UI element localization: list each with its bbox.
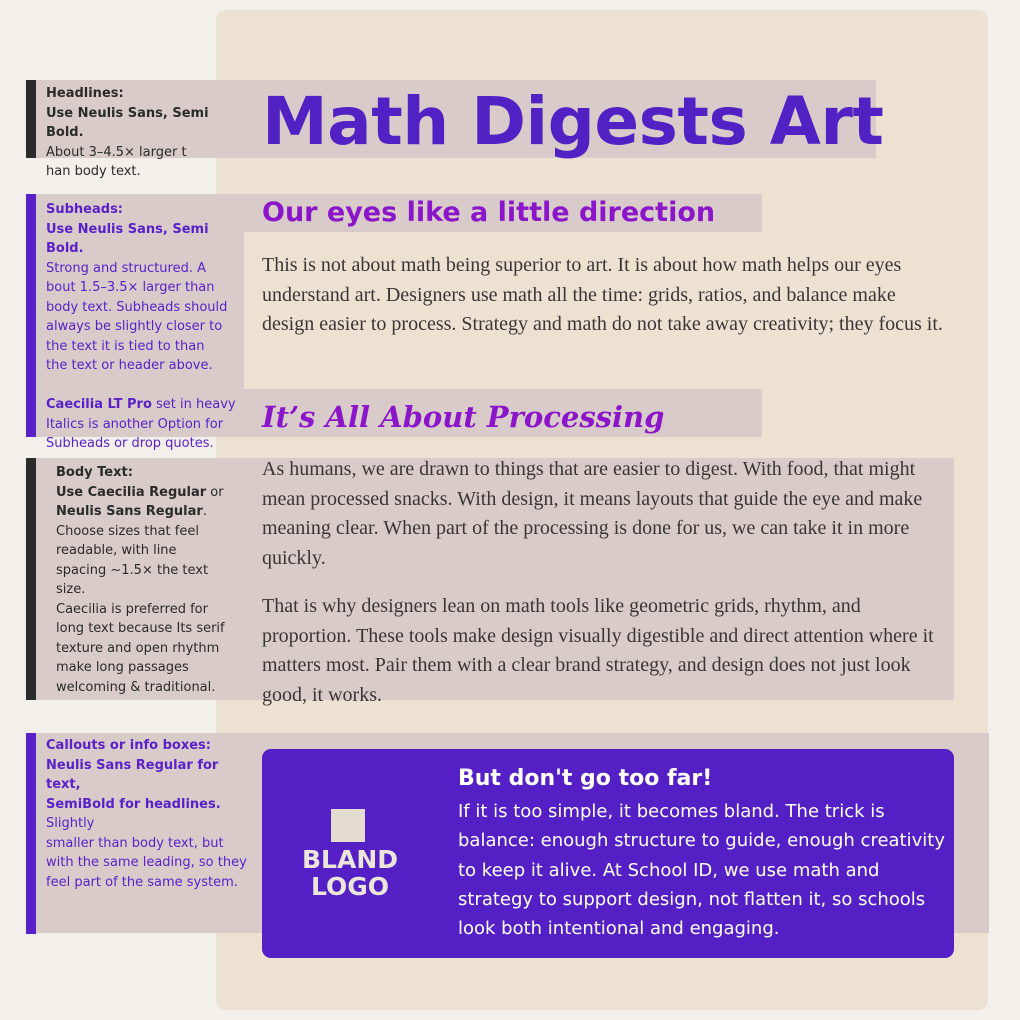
- callout-text: If it is too simple, it becomes bland. The trick is balance: enough structure to guide, enough creativity to keep it alive. At School ID, we use math and strategy to support design, not flatten it, so schools look both intentional and engaging.: [458, 801, 945, 940]
- note-label: Headlines:: [46, 86, 124, 101]
- note-period: .: [202, 504, 207, 519]
- note-alt-text: set in heavy Italics is another Option for Subheads or drop quotes.: [46, 397, 236, 451]
- note-strong-font: Neulis Sans Regular: [56, 504, 203, 519]
- logo-line-1: BLAND: [301, 845, 398, 874]
- subhead-style-note: [46, 200, 241, 454]
- paragraph-processing: As humans, we are drawn to things that are easier to digest. With food, that might mean processed snacks. With design, it means layouts that guide the eye and make meaning clear. When part of the processing is done for us, we can take it in more quickly.: [262, 458, 923, 569]
- note-alt-strong: Caecilia LT Pro: [46, 397, 152, 412]
- callout-guide-bar: [26, 733, 36, 934]
- bland-logo: [298, 846, 402, 900]
- note-strong: Use Neulis Sans, Semi Bold.: [46, 221, 209, 256]
- note-strong: Neulis Sans Regular for text, SemiBold for headlines.: [46, 757, 221, 812]
- body-guide-bar: [26, 458, 36, 700]
- subhead-direction: Our eyes like a little direction: [262, 197, 716, 228]
- page-title: Math Digests Art: [262, 83, 884, 160]
- paragraph-intro: This is not about math being superior to art. It is about how math helps our eyes understand art. Designers use math all the time: grids, ratios, and balance make design easier to process. Strategy and math do not take away creativity; they focus it.: [262, 254, 943, 335]
- body-style-note: [56, 463, 241, 697]
- note-text: About 3–4.5× larger t han body text.: [46, 144, 187, 179]
- note-label: Body Text:: [56, 465, 133, 480]
- note-text: Strong and structured. A bout 1.5–3.5× larger than body text. Subheads should always be slightly closer to the text it is tied to than the text or header above.: [46, 260, 228, 373]
- logo-line-2: LOGO: [310, 872, 390, 901]
- subhead-processing: It’s All About Processing: [262, 400, 665, 434]
- note-label: Callouts or info boxes:: [46, 738, 211, 753]
- logo-square-icon: [331, 809, 365, 842]
- callout-title: But don't go too far!: [458, 766, 713, 791]
- headline-guide-bar: [26, 80, 36, 158]
- note-or: or: [206, 484, 224, 500]
- callout-style-note: [46, 736, 256, 892]
- note-text: Slightly smaller than body text, but with the same leading, so they feel part of the same system.: [46, 816, 247, 890]
- note-label: Subheads:: [46, 202, 124, 217]
- note-strong: Use Caecilia Regular: [56, 484, 207, 500]
- subhead-guide-bar: [26, 194, 36, 437]
- headline-style-note: [46, 84, 236, 182]
- note-text: Choose sizes that feel readable, with line spacing ~1.5× the text size. Caecilia is preferred for long text because Its serif texture and open rhythm make long passages welcoming & traditional.: [56, 523, 225, 695]
- note-strong: Use Neulis Sans, Semi Bold.: [46, 105, 209, 140]
- paragraph-math-tools: That is why designers lean on math tools like geometric grids, rhythm, and proportion. These tools make design visually digestible and direct attention where it matters most. Pair them with a clear brand strategy, and design does not just look good, it works.: [262, 595, 934, 706]
